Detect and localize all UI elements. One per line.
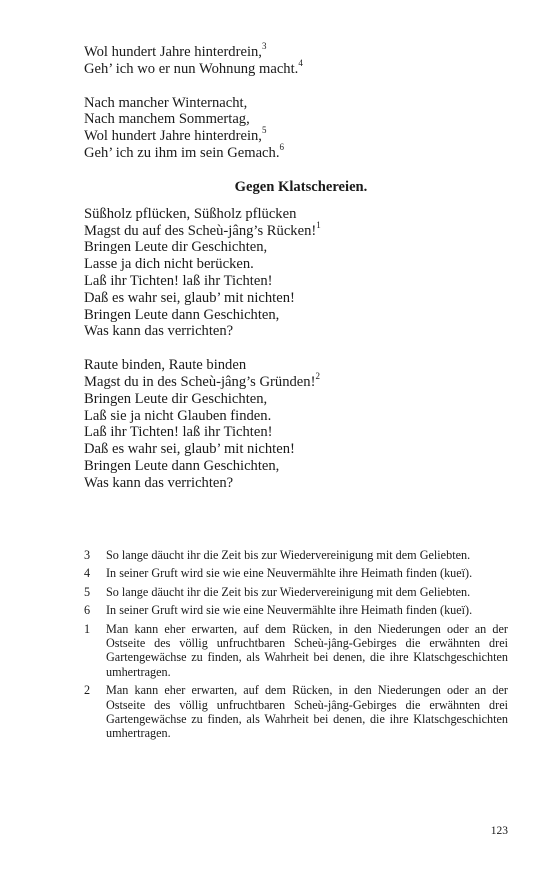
verse-line [84,424,508,441]
poem1 [84,41,508,162]
verse-line [84,219,508,240]
footnote-marker: 3 [261,41,267,52]
footnote-marker: 6 [279,142,284,153]
verse-text: Magst du in des Scheù-jâng’s Gründen! [84,373,316,390]
footnote-marker: 5 [261,125,267,136]
footnote-number: 2 [84,683,91,698]
verse-line [84,408,508,425]
verse-text: Geh’ ich zu ihm im sein Gemach. [84,144,280,161]
page-number: 123 [490,825,508,837]
verse-line [84,41,508,61]
footnote-marker: 4 [298,57,303,68]
footnote-text: Man kann eher erwarten, auf dem Rücken, in den Niederungen oder an der Ostseite des völlig unfruchtbaren Scheù-jâng-Gebirges die erwähnten drei Gartengewächse zu finden, als Wahrheit bei denen, die ihre Klatschgeschichten umhertragen. [106,683,508,741]
verse-text: Magst du auf des Scheù-jâng’s Rücken! [84,222,317,239]
footnote [84,603,508,617]
verse-line [84,290,508,307]
verse-text: Laß sie ja nicht Glauben finden. [84,407,272,424]
verse-line [84,357,508,374]
verse-text: Bringen Leute dann Geschichten, [84,306,280,323]
stanza [84,95,508,162]
poem2 [84,206,508,492]
footnote-text: Man kann eher erwarten, auf dem Rücken, in den Niederungen oder an der Ostseite des völlig unfruchtbaren Scheù-jâng-Gebirges die erwähnten drei Gartengewächse zu finden, als Wahrheit bei denen, die ihre Klatschgeschichten umhertragen. [106,621,508,679]
footnote [84,585,508,599]
verse-text: Wol hundert Jahre hinterdrein, [84,44,262,60]
verse-text: Raute binden, Raute binden [84,357,247,374]
verse-line [84,458,508,475]
verse-text: Nach manchem Sommertag, [84,111,250,128]
footnote-text: So lange däucht ihr die Zeit bis zur Wiedervereinigung mit dem Geliebten. [106,548,471,562]
verse-line [84,111,508,128]
footnotes [84,548,508,745]
verse-line [84,371,508,391]
footnote-marker: 2 [315,371,320,382]
verse-line [84,323,508,340]
verse-text: Nach mancher Winternacht, [84,94,248,111]
footnote [84,548,508,562]
footnote [84,622,508,680]
verse-text: Was kann das verrichten? [84,323,234,340]
verse-text: Bringen Leute dir Geschichten, [84,390,268,407]
verse-text: Lasse ja dich nicht berücken. [84,256,254,273]
stanza [84,206,508,340]
verse-text: Wol hundert Jahre hinterdrein, [84,128,262,145]
verse-line [84,273,508,290]
footnote-number: 6 [84,603,91,618]
verse-line [84,206,508,223]
verse-line [84,441,508,458]
footnote-number: 5 [84,584,91,599]
verse-text: Laß ihr Tichten! laß ihr Tichten! [84,424,273,441]
footnote-number: 1 [84,621,91,636]
verse-text: Süßholz pflücken, Süßholz pflücken [84,205,297,222]
footnote-text: In seiner Gruft wird sie wie eine Neuvermählte ihre Heimath finden (kueï). [106,603,473,618]
verse-line [84,142,508,162]
verse-text: Daß es wahr sei, glaub’ mit nichten! [84,289,295,306]
footnote-text: In seiner Gruft wird sie wie eine Neuvermählte ihre Heimath finden (kueï). [106,566,473,581]
footnote [84,683,508,741]
footnote [84,566,508,580]
footnote-number: 3 [84,548,91,562]
poem-page [84,41,508,509]
verse-line [84,391,508,408]
footnote-number: 4 [84,566,91,581]
verse-line [84,125,508,145]
verse-text: Daß es wahr sei, glaub’ mit nichten! [84,441,295,458]
poem-title: Gegen Klatschereien. [234,178,368,195]
footnote-marker: 1 [316,219,321,230]
verse-text: Laß ihr Tichten! laß ihr Tichten! [84,272,273,289]
stanza [84,41,508,78]
stanza [84,357,508,491]
verse-text: Bringen Leute dann Geschichten, [84,457,280,474]
verse-line [84,307,508,324]
verse-text: Bringen Leute dir Geschichten, [84,239,268,256]
verse-line [84,475,508,492]
verse-line [84,95,508,112]
verse-text: Was kann das verrichten? [84,474,234,491]
verse-line [84,239,508,256]
verse-line [84,57,508,78]
verse-line [84,256,508,273]
verse-text: Geh’ ich wo er nun Wohnung macht. [84,60,299,77]
footnote-text: So lange däucht ihr die Zeit bis zur Wiedervereinigung mit dem Geliebten. [106,584,471,599]
